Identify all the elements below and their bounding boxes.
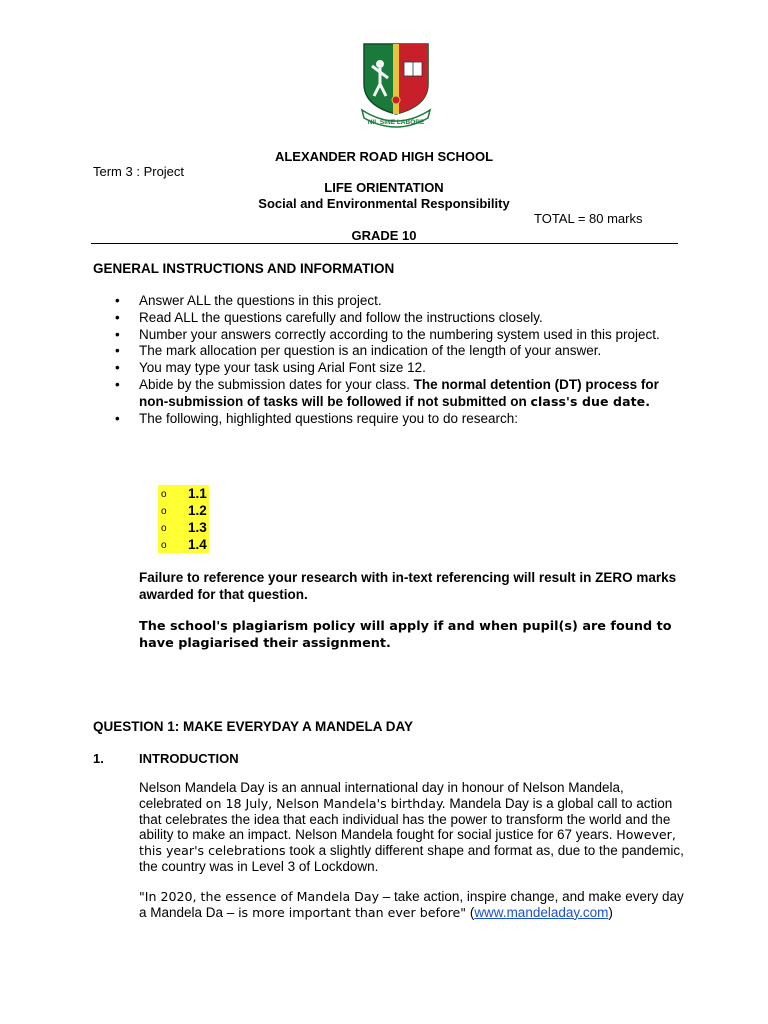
detention-warning-end: class's due date. [530,393,651,409]
subject-subtitle: Social and Environmental Responsibility [258,196,510,211]
general-instructions-heading: GENERAL INSTRUCTIONS AND INFORMATION [93,261,395,276]
list-item: • Read ALL the questions carefully and follow the instructions closely. [115,309,543,325]
list-item: • You may type your task using Arial Font size 12. [115,360,426,376]
section-number: 1. [93,751,104,766]
section-title: INTRODUCTION [139,751,239,766]
referencing-warning: Failure to reference your research with in-text referencing will result in ZERO marks awarded for that question. [139,570,677,602]
grade-label: GRADE 10 [351,228,417,243]
mandela-day-link[interactable]: www.mandeladay.com [474,904,609,920]
instructions-list [93,293,683,427]
school-name: ALEXANDER ROAD HIGH SCHOOL [274,149,494,164]
question-1-heading: QUESTION 1: MAKE EVERYDAY A MANDELA DAY [93,719,414,734]
subject-title: LIFE ORIENTATION [324,180,444,195]
header-divider [91,243,678,244]
list-item: • Answer ALL the questions in this project. [115,293,382,308]
total-marks: TOTAL = 80 marks [534,211,643,226]
detention-warning: The normal detention (DT) process for non-submission of tasks will be followed if not submitted on [139,376,659,409]
list-item: • The mark allocation per question is an indication of the length of your answer. [115,343,602,359]
crest-motto: NIL SINE LABORE [367,119,425,126]
introduction-paragraph: Nelson Mandela Day is an annual international day in honour of Nelson Mandela, celebrated on 18 July, Nelson Mandela's birthday. Mandela Day is a global call to action that celebrates the idea that each individual has the power to transform the world and the ability to make an impact. Nelson Mandela fought for social justice for 67 years. However, this year's celebrations took a slightly different shape and format as, due to the pandemic, the country was in Level 3 of Lockdown. [139,780,684,874]
plagiarism-warning: The school's plagiarism policy will apply if and when pupil(s) are found to have plagiarised their assignment. [139,619,672,651]
document-page: NIL SINE LABORE ALEXANDER ROAD HIGH SCHOOL Term 3 : Project LIFE ORIENTATION Social and Environmental Responsibility TOTAL = 80 marks GRADE 10 GENERAL INSTRUCTIONS AND INFORMATION • Answer ALL the questions in this project. • Read ALL the questions carefully and follow the instructions closely. • Number your answers correctly according to the numbering system used in this project. • The mark allocation per question is an indication of the length of your answer. • You may type your task using Arial Font size 12. • Abide by the submission dates for your class. The normal detention (DT) process for non-submission of tasks will be followed if not submitted on class's due date. • The following, highlighted questions require you to do research: o 1.1 o 1.2 o 1.3 o 1.4 Failure to reference your research with in-text referencing will result in ZERO marks awarded for that question. The school's plagiarism policy will apply if and when pupil(s) are found to have plagiarised their assignment. QUESTION 1: MAKE EVERYDAY A MANDELA DAY 1. INTRODUCTION Nelson Mandela Day is an annual international day in honour of Nelson Mandela, celebrated on 18 July, Nelson Mandela's birthday. Mandela Day is a global call to action that celebrates the idea that each individual has the power to transform the world and the ability to make an impact. Nelson Mandela fought for social justice for 67 years. However, this year's celebrations took a slightly different shape and format as, due to the pandemic, the country was in Level 3 of Lockdown. "In 2020, the essence of Mandela Day – take action, inspire change, and make every day a Mandela Da – is more important than ever before" (www.mandeladay.com) [0,0,768,1024]
list-item: • Abide by the submission dates for your class. The normal detention (DT) process for non-submission of tasks will be followed if not submitted on class's due date. [115,376,659,409]
mandela-day-quote: "In 2020, the essence of Mandela Day – take action, inspire change, and make every day a Mandela Da – is more important than ever before" (www.mandeladay.com) [139,889,684,920]
school-crest-logo [358,40,434,130]
list-item: • The following, highlighted questions require you to do research: [115,410,518,426]
term-label: Term 3 : Project [93,164,185,179]
list-item: • Number your answers correctly according to the numbering system used in this project. [115,326,660,342]
